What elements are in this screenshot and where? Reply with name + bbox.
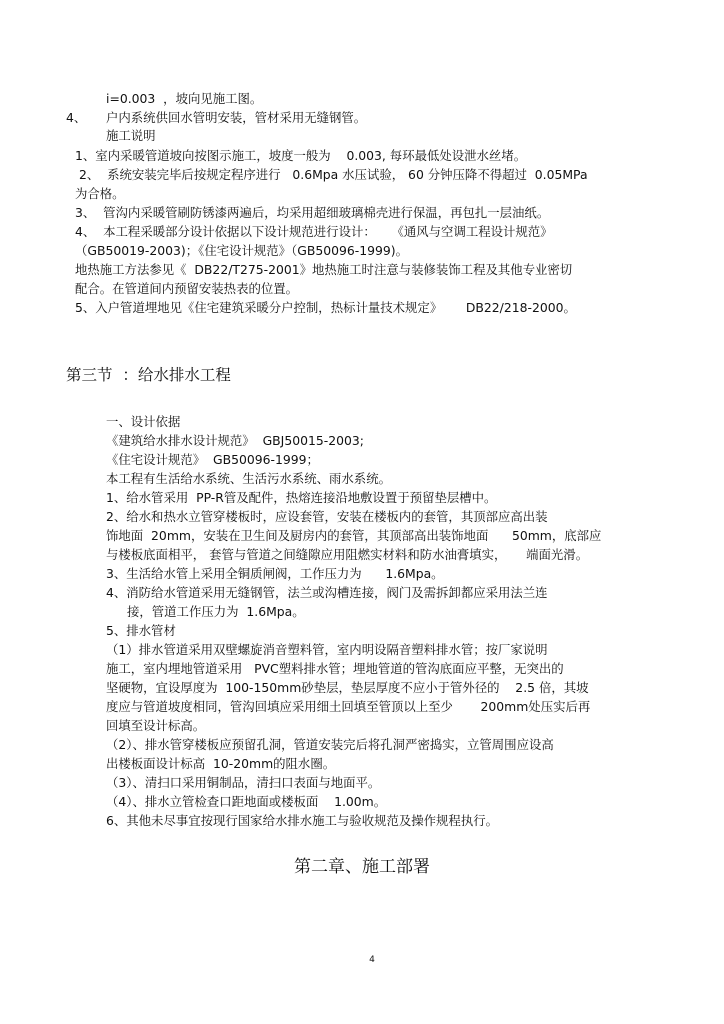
text-line: 3、 管沟内采暖管刷防锈漆两遍后，均采用超细玻璃棉壳进行保温，再包扎一层油纸。 [75, 205, 550, 220]
text-line: 回填至设计标高。 [106, 718, 206, 733]
text-line: 本工程有生活给水系统、生活污水系统、雨水系统。 [106, 471, 391, 486]
text-line: 《建筑给水排水设计规范》 GBJ50015-2003; [106, 433, 364, 448]
text-line: 4、消防给水管道采用无缝钢管，法兰或沟槽连接，阀门及需拆卸都应采用法兰连 [106, 585, 548, 600]
text-line: 与楼板底面相平， 套管与管道之间缝隙应用阻燃实材料和防水油膏填实， 端面光滑。 [106, 547, 589, 562]
text-line: 接，管道工作压力为 1.6Mpa。 [127, 604, 305, 619]
text-line: （GB50019-2003)；《住宅设计规范》（GB50096-1999)。 [75, 243, 409, 258]
text-line: （4）、排水立管检查口距地面或楼板面 1.00m。 [106, 794, 387, 809]
text-line: 2、 系统安装完毕后按规定程序进行 0.6Mpa 水压试验， 60 分钟压降不得超过 0.05MPa [75, 167, 588, 182]
text-line: 地热施工方法参见《 DB22/T275-2001》地热施工时注意与装修装饰工程及其他专业密切 [75, 262, 573, 277]
text-line: 3、生活给水管上采用全铜质闸阀，工作压力为 1.6Mpa。 [106, 566, 444, 581]
text-line: 出楼板面设计标高 10-20mm的阻水圈。 [106, 756, 336, 771]
chapter-heading: 第二章、施工部署 [294, 857, 430, 877]
text-line: 4、 本工程采暖部分设计依据以下设计规范进行设计： 《通风与空调工程设计规范》 [75, 224, 553, 239]
text-line: 配合。在管道间内预留安装热表的位置。 [75, 281, 299, 296]
text-line: 户内系统供回水管明安装，管材采用无缝钢管。 [106, 110, 367, 125]
text-line: 5、入户管道埋地见《住宅建筑采暖分户控制，热标计量技术规定》 DB22/218-2000。 [75, 300, 576, 315]
section-heading: 第三节 ：给水排水工程 [66, 366, 231, 384]
text-line: 度应与管道坡度相同，管沟回填应采用细土回填至管顶以上至少 200mm处压实后再 [106, 699, 591, 714]
text-line: 饰地面 20mm，安装在卫生间及厨房内的套管，其顶部高出装饰地面 50mm，底部应 [106, 528, 602, 543]
text-line: 为合格。 [75, 186, 125, 201]
text-line: （1）排水管道采用双壁螺旋消音塑料管，室内明设隔音塑料排水管；按厂家说明 [106, 642, 548, 657]
text-line: 坚硬物，宜设厚度为 100-150mm砂垫层，垫层厚度不应小于管外径的 2.5 倍，其坡 [106, 680, 589, 695]
text-line: （3）、清扫口采用铜制品，清扫口表面与地面平。 [106, 775, 381, 790]
text-line: 2、给水和热水立管穿楼板时，应设套管，安装在楼板内的套管，其顶部应高出装 [106, 509, 548, 524]
subheading: 施工说明 [106, 128, 156, 143]
text-line: i=0.003 ，坡向见施工图。 [106, 91, 263, 106]
text-line: 1、给水管采用 PP-R管及配件，热熔连接沿地敷设置于预留垫层槽中。 [106, 490, 497, 505]
text-line: 1、室内采暖管道坡向按图示施工，坡度一般为 0.003, 每环最低处设泄水丝堵。 [75, 148, 527, 163]
subheading: 一、设计依据 [106, 414, 181, 429]
text-line: 6、其他未尽事宜按现行国家给水排水施工与验收规范及操作规程执行。 [106, 813, 498, 828]
subheading: 5、排水管材 [106, 623, 176, 638]
page-number: 4 [369, 955, 375, 965]
text-line: 《住宅设计规范》 GB50096-1999； [106, 452, 319, 467]
list-number: 4、 [66, 110, 87, 125]
text-line: （2）、排水管穿楼板应预留孔洞，管道安装完后将孔洞严密捣实，立管周围应设高 [106, 737, 554, 752]
text-line: 施工，室内埋地管道采用 PVC塑料排水管；埋地管道的管沟底面应平整，无突出的 [106, 661, 564, 676]
